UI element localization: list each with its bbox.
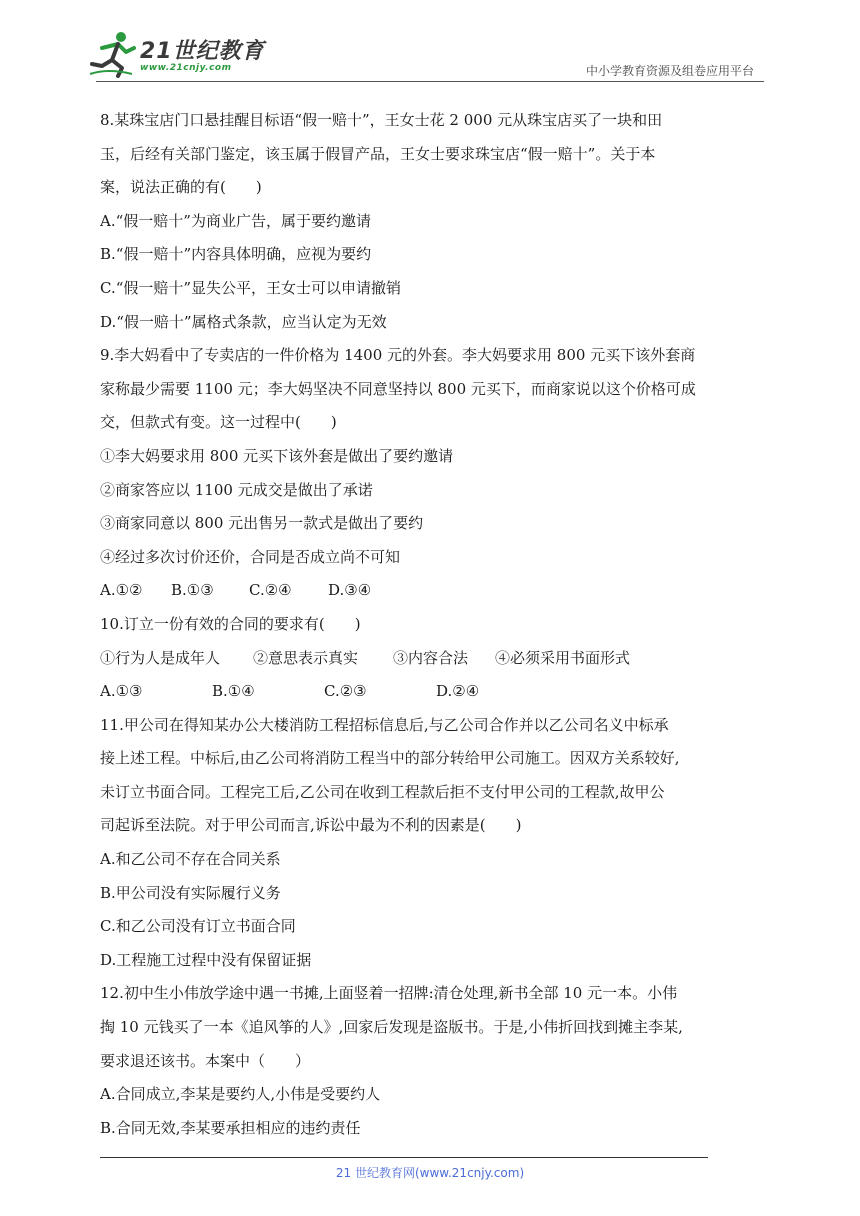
q11-option-b: B.甲公司没有实际履行义务 [100,883,281,902]
q10-option-d: D.②④ [436,682,480,701]
q10-options [100,675,760,709]
q9-statement-3: ③商家同意以 800 元出售另一款式是做出了要约 [100,514,424,533]
logo-url: www.21cnjy.com [140,63,232,73]
document-body [100,104,760,1145]
q10-statement-3: ③内容合法 [393,648,469,667]
q10-statements [100,642,760,676]
q12-option-b: B.合同无效,李某要承担相应的违约责任 [100,1118,361,1137]
q10-statement-2: ②意思表示真实 [253,648,359,667]
q8-option-c: C.“假一赔十”显失公平，王女士可以申请撤销 [100,278,402,297]
q10-statement-4: ④必须采用书面形式 [495,648,631,667]
page-header [0,0,860,82]
q12-stem-line-1: 12.初中生小伟放学途中遇一书摊,上面竖着一招牌:清仓处理,新书全部 10 元一本。小伟 [100,984,678,1003]
q10-option-c: C.②③ [324,682,367,701]
q9-stem-line-1: 9.李大妈看中了专卖店的一件价格为 1400 元的外套。李大妈要求用 800 元买下该外套商 [100,346,696,365]
q11-stem-line-1: 11.甲公司在得知某办公大楼消防工程招标信息后,与乙公司合作并以乙公司名义中标承 [100,715,669,734]
header-divider [96,81,764,82]
q11-stem-line-4: 司起诉至法院。对于甲公司而言,诉讼中最为不利的因素是( ) [100,816,522,835]
q11-stem-line-2: 接上述工程。中标后,由乙公司将消防工程当中的部分转给甲公司施工。因双方关系较好, [100,749,680,768]
q8-option-d: D.“假一赔十”属格式条款，应当认定为无效 [100,312,387,331]
q9-options [100,574,760,608]
running-person-icon [88,30,138,78]
site-logo[interactable] [88,30,265,80]
q9-option-a: A.①② [100,581,143,600]
q9-statement-1: ①李大妈要求用 800 元买下该外套是做出了要约邀请 [100,446,454,465]
q10-stem: 10.订立一份有效的合同的要求有( ) [100,614,361,633]
q8-stem-line-2: 玉，后经有关部门鉴定，该玉属于假冒产品，王女士要求珠宝店“假一赔十”。关于本 [100,144,656,163]
platform-name: 中小学教育资源及组卷应用平台 [585,64,754,78]
q9-option-d: D.③④ [328,581,372,600]
q10-statement-1: ①行为人是成年人 [100,648,221,667]
q11-option-d: D.工程施工过程中没有保留证据 [100,950,312,969]
q10-option-b: B.①④ [212,682,255,701]
q11-option-a: A.和乙公司不存在合同关系 [100,850,281,869]
logo-title: 21世纪教育 [140,39,265,64]
q9-stem-line-2: 家称最少需要 1100 元；李大妈坚决不同意坚持以 800 元买下，而商家说以这个价格可成 [100,379,696,398]
q8-stem-line-1: 8.某珠宝店门口悬挂醒目标语“假一赔十”，王女士花 2 000 元从珠宝店买了一块和田 [100,111,663,129]
q9-option-c: C.②④ [249,581,292,600]
footer-divider [100,1157,708,1158]
q11-option-c: C.和乙公司没有订立书面合同 [100,917,296,936]
q8-stem-line-3: 案，说法正确的有( ) [100,178,262,197]
q12-option-a: A.合同成立,李某是要约人,小伟是受要约人 [100,1085,381,1104]
q9-statement-4: ④经过多次讨价还价，合同是否成立尚不可知 [100,547,401,566]
footer-link[interactable]: 21 世纪教育网(www.21cnjy.com) [335,1166,525,1180]
q11-stem-line-3: 未订立书面合同。工程完工后,乙公司在收到工程款后拒不支付甲公司的工程款,故甲公 [100,782,665,801]
q9-stem-line-3: 交，但款式有变。这一过程中( ) [100,413,337,432]
q8-option-a: A.“假一赔十”为商业广告，属于要约邀请 [100,211,371,230]
q9-statement-2: ②商家答应以 1100 元成交是做出了承诺 [100,480,373,499]
q9-option-b: B.①③ [171,581,214,600]
q10-option-a: A.①③ [100,682,143,701]
q12-stem-line-3: 要求退还该书。本案中（ ） [100,1051,311,1070]
q8-option-b: B.“假一赔十”内容具体明确，应视为要约 [100,245,372,264]
q12-stem-line-2: 掏 10 元钱买了一本《追风筝的人》,回家后发现是盗版书。于是,小伟折回找到摊主李某, [100,1018,683,1037]
